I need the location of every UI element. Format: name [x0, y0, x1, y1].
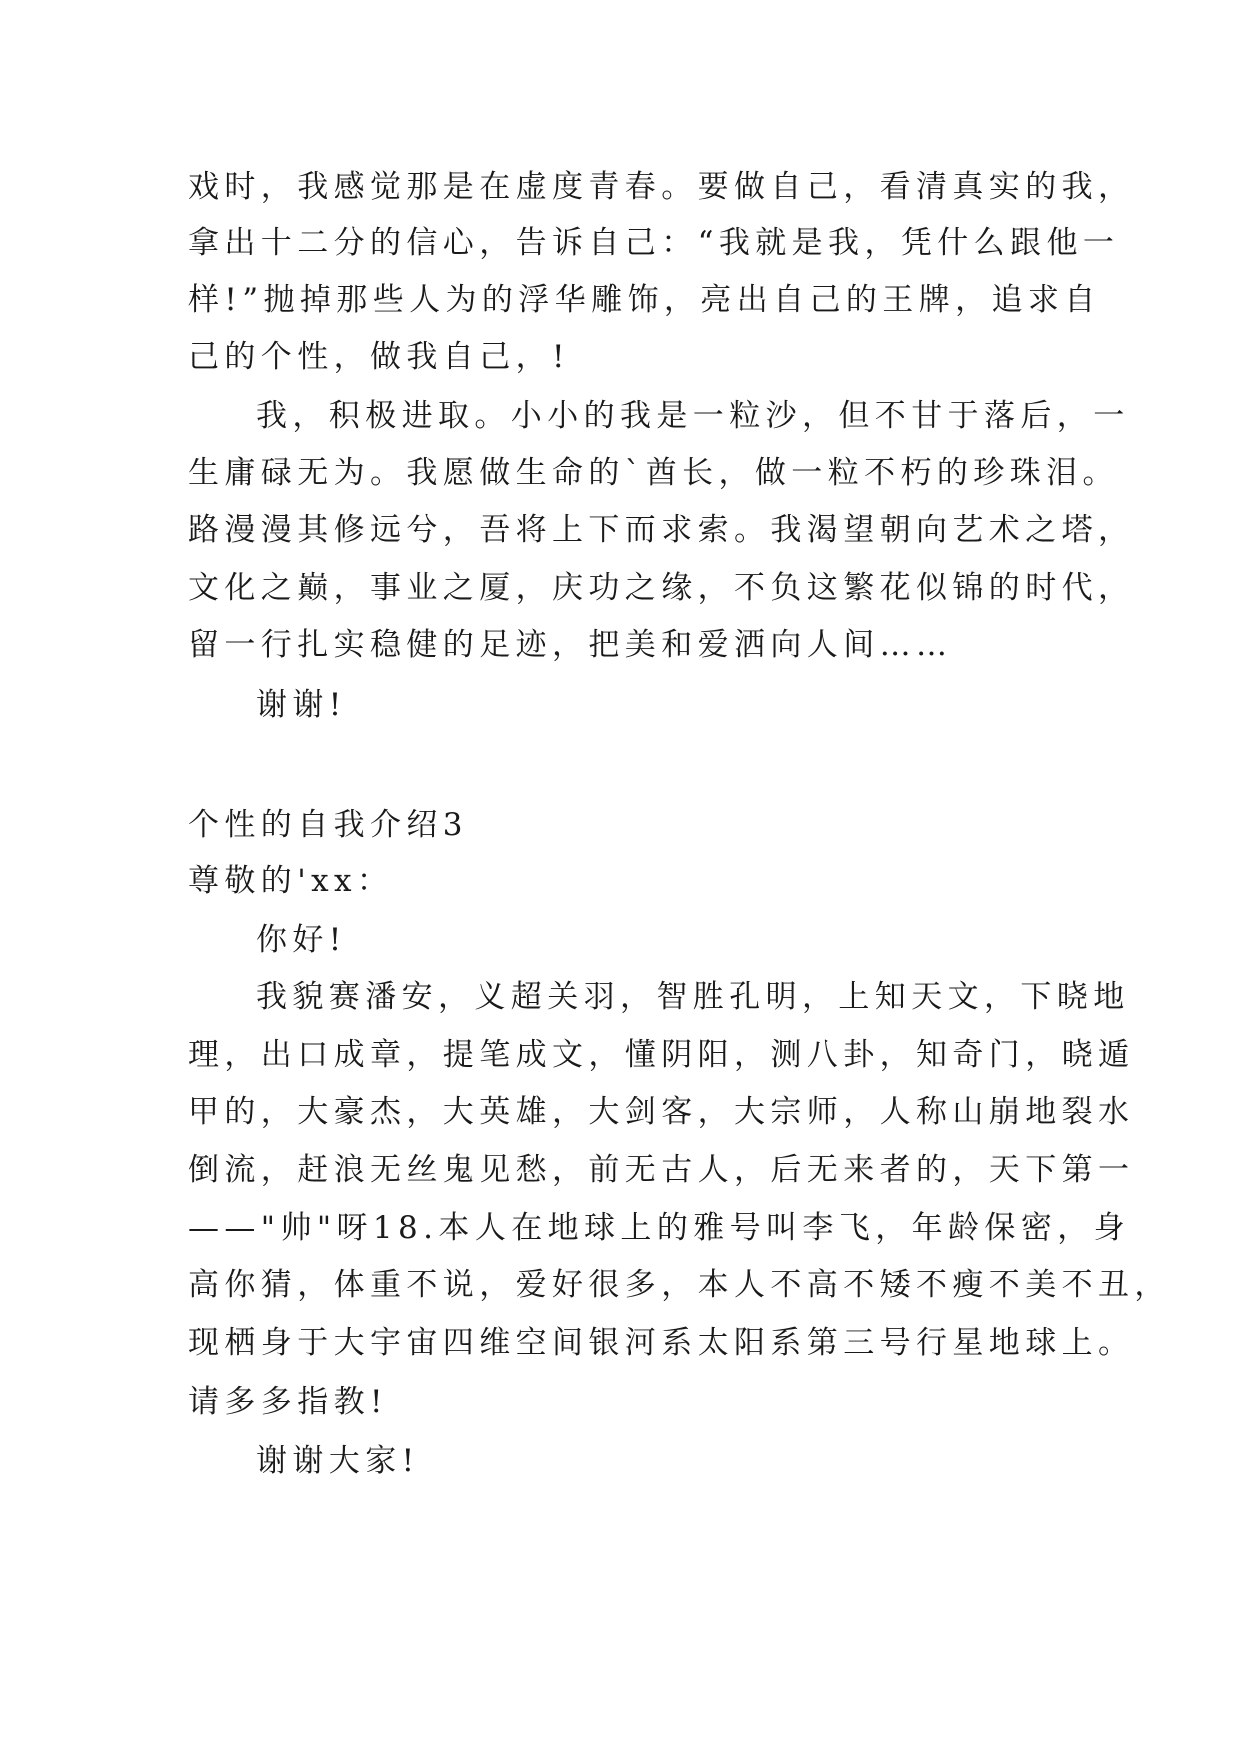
paragraph-line: 样!”抛掉那些人为的浮华雕饰，亮出自己的王牌，追求自: [188, 282, 1101, 318]
closing-line: 谢谢!: [256, 687, 347, 723]
paragraph-line: 现栖身于大宇宙四维空间银河系太阳系第三号行星地球上。: [188, 1325, 1135, 1361]
paragraph-line: 路漫漫其修远兮，吾将上下而求索。我渴望朝向艺术之塔，: [188, 512, 1135, 548]
closing-line: 谢谢大家!: [256, 1443, 420, 1479]
section-title: 个性的自我介绍3: [188, 807, 468, 843]
paragraph-line: 生庸碌无为。我愿做生命的`酋长，做一粒不朽的珍珠泪。: [188, 455, 1119, 491]
paragraph-line: 我貌赛潘安，义超关羽，智胜孔明，上知天文，下晓地: [256, 979, 1130, 1015]
paragraph-line: 我，积极进取。小小的我是一粒沙，但不甘于落后，一: [256, 398, 1130, 434]
paragraph-line: 高你猜，体重不说，爱好很多，本人不高不矮不瘦不美不丑，: [188, 1267, 1171, 1303]
paragraph-line: 请多多指教!: [188, 1384, 388, 1420]
salutation-line: 尊敬的'xx：: [188, 863, 394, 899]
paragraph-line: 留一行扎实稳健的足迹，把美和爱洒向人间……: [188, 627, 953, 663]
paragraph-line: 倒流，赶浪无丝鬼见愁，前无古人，后无来者的，天下第一: [188, 1152, 1135, 1188]
paragraph-line: 戏时，我感觉那是在虚度青春。要做自己，看清真实的我，: [188, 169, 1135, 205]
greeting-line: 你好!: [256, 922, 347, 958]
paragraph-line: ——"帅"呀18.本人在地球上的雅号叫李飞，年龄保密，身: [188, 1210, 1131, 1246]
paragraph-line: 己的个性，做我自己，!: [188, 339, 570, 375]
paragraph-line: 拿出十二分的信心，告诉自己：“我就是我，凭什么跟他一: [188, 225, 1120, 261]
paragraph-line: 文化之巅，事业之厦，庆功之缘，不负这繁花似锦的时代，: [188, 570, 1135, 606]
paragraph-line: 理，出口成章，提笔成文，懂阴阳，测八卦，知奇门，晓遁: [188, 1037, 1135, 1073]
paragraph-line: 甲的，大豪杰，大英雄，大剑客，大宗师，人称山崩地裂水: [188, 1094, 1135, 1130]
